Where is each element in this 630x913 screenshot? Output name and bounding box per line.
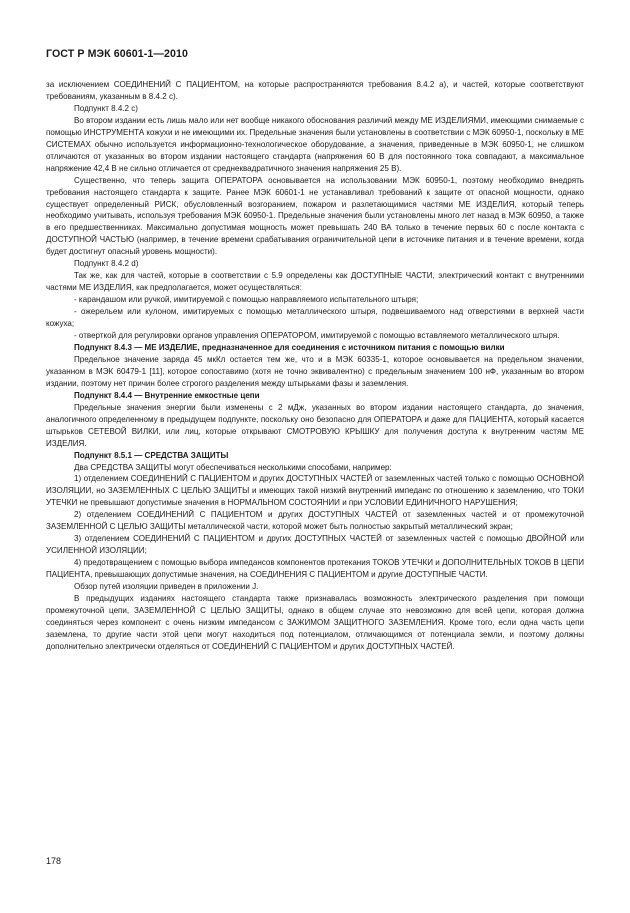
document-header: ГОСТ Р МЭК 60601-1—2010 [46,48,189,60]
list-item: 4) предотвращением с помощью выбора импедансов компонентов протекания ТОКОВ УТЕЧКИ и ДОПОЛНИТЕЛЬНЫХ ТОКОВ В ЦЕПИ ПАЦИЕНТА, превышающих допустимые значения, на СОЕДИНЕНИЯ С ПАЦИЕНТОМ и другие ДОСТУПНЫЕ ЧАСТИ. [46,558,584,580]
list-item: - карандашом или ручкой, имитируемой с помощью направляемого испытательного штыря; [74,295,419,305]
list-item: 2) отделением СОЕДИНЕНИЙ С ПАЦИЕНТОМ и других ДОСТУПНЫХ ЧАСТЕЙ от заземленных частей и от промежуточной ЗАЗЕМЛЕННОЙ С ЦЕЛЬЮ ЗАЩИТЫ металлической части, которой может быть полностью закрытый металлический экран; [46,510,584,532]
paragraph: Во втором издании есть лишь мало или нет вообще никакого обоснования различий между МЕ ИЗДЕЛИЯМИ, имеющими снимаемые с помощью ИНСТРУМЕНТА кожухи и не имеющими их. Предельные значения были установлены в соответствии с МЭК 60950-1, поскольку в МЕ СИСТЕМАХ обычно используется информационно-технологическое оборудование, а значения, приведенные в МЭК 60950-1, не слишком отличаются от указанных во втором издании настоящего стандарта (напряжения 60 В для постоянного тока совпадают, а максимальное напряжение 42,4 В не сильно отличается от среднеквадратичного значения напряжения 25 В). [46,115,584,173]
document-body [46,79,584,653]
paragraph: Предельное значение заряда 45 мкКл остается тем же, что и в МЭК 60335-1, которое основывается на предельном значении, указанном в МЭК 60479-1 [11], которое сопоставимо (хотя не точно эквивалентно) с предельным значением 100 нФ, указанным во втором издании, поэтому нет причин более строгого разделения между штырьками фазы и заземления. [46,354,584,388]
list-item: - ожерельем или кулоном, имитируемых с помощью металлического штыря, подвешиваемого над отверстиями в верхней части кожуха; [46,307,584,329]
page-number: 178 [46,856,62,866]
subclause-heading: Подпункт 8.5.1 — СРЕДСТВА ЗАЩИТЫ [74,450,229,460]
paragraph: Обзор путей изоляции приведен в приложении J. [74,582,259,592]
paragraph: Предельные значения энергии были изменены с 2 мДж, указанных во втором издании настоящего стандарта, до значения, аналогичного определенному в предыдущем подпункте, поскольку оно безопасно для ОПЕРАТОРА и даже для ПАЦИЕНТА, который касается штырьков СЕТЕВОЙ ВИЛКИ, или лиц, которые открывают СМОТРОВУЮ КРЫШКУ для получения доступа к внутренним частям МЕ ИЗДЕЛИЯ. [46,402,584,448]
subclause-heading: Подпункт 8.4.3 — МЕ ИЗДЕЛИЕ, предназначенное для соединения с источником питания с помощью вилки [74,342,505,352]
paragraph: Так же, как для частей, которые в соответствии с 5.9 определены как ДОСТУПНЫЕ ЧАСТИ, электрический контакт с внутренними частями МЕ ИЗДЕЛИЯ, как предполагается, может осуществляться: [46,271,584,293]
list-item: 1) отделением СОЕДИНЕНИЙ С ПАЦИЕНТОМ и других ДОСТУПНЫХ ЧАСТЕЙ от заземленных частей только с помощью ОСНОВНОЙ ИЗОЛЯЦИИ, но ЗАЗЕМЛЕННЫХ С ЦЕЛЬЮ ЗАЩИТЫ и имеющих такой низкий внутренний импеданс по отношению к заземлению, что ТОКИ УТЕЧКИ не превышают допустимые значения в НОРМАЛЬНОМ СОСТОЯНИИ и при УСЛОВИИ ЕДИНИЧНОГО НАРУШЕНИЯ; [46,474,584,508]
paragraph: за исключением СОЕДИНЕНИЙ С ПАЦИЕНТОМ, на которые распространяются требования 8.4.2 а), и частей, которые соответствуют требованиям, указанным в 8.4.2 с). [46,80,584,101]
subclause-heading: Подпункт 8.4.2 с) [74,103,138,113]
list-item: - отверткой для регулировки органов управления ОПЕРАТОРОМ, имитируемой с помощью вставляемого металлического штыря. [74,331,560,341]
subclause-heading: Подпункт 8.4.2 d) [74,259,139,269]
subclause-heading: Подпункт 8.4.4 — Внутренние емкостные цепи [74,390,260,400]
paragraph: Два СРЕДСТВА ЗАЩИТЫ могут обеспечиваться несколькими способами, например: [74,462,392,472]
paragraph: В предыдущих изданиях настоящего стандарта также признавалась возможность электрического разделения при помощи промежуточной цепи, ЗАЗЕМЛЕННОЙ С ЦЕЛЬЮ ЗАЩИТЫ, однако в общем случае это невозможно для всей цепи, которая должна соединяться через компонент с очень низким импедансом с ЗАЖИМОМ ЗАЩИТНОГО ЗАЗЕМЛЕНИЯ. Кроме того, если одна часть цепи заземлена, то другие части этой цепи могут находиться под потенциалом, отличающимся от потенциала земли, и поэтому должны дополнительно электрически отделяться от СОЕДИНЕНИЙ С ПАЦИЕНТОМ и других ДОСТУПНЫХ ЧАСТЕЙ. [46,593,584,651]
paragraph: Существенно, что теперь защита ОПЕРАТОРА основывается на использовании МЭК 60950-1, поэтому необходимо внедрять требования настоящего стандарта к защите. Ранее МЭК 60601-1 не устанавливал требований к защите от опасной мощности, однако существует определенный РИСК, обусловленный возгоранием, пожаром и разлетающимися частями МЕ ИЗДЕЛИЯ, который теперь необходимо учитывать, используя требования МЭК 60950-1. Предельные значения были установлены много лет назад в МЭК 60950, а также в его предшественниках. Максимально допустимая мощность может превышать 240 ВА только в течение первых 60 с после контакта с ДОСТУПНОЙ ЧАСТЬЮ (например, в течение времени срабатывания ограничительной цепи в источнике питания и в течение времени, когда будет достигнут опасный уровень мощности). [46,175,584,257]
list-item: 3) отделением СОЕДИНЕНИЙ С ПАЦИЕНТОМ и других ДОСТУПНЫХ ЧАСТЕЙ от заземленных частей с помощью ДВОЙНОЙ или УСИЛЕННОЙ ИЗОЛЯЦИИ; [46,534,584,556]
